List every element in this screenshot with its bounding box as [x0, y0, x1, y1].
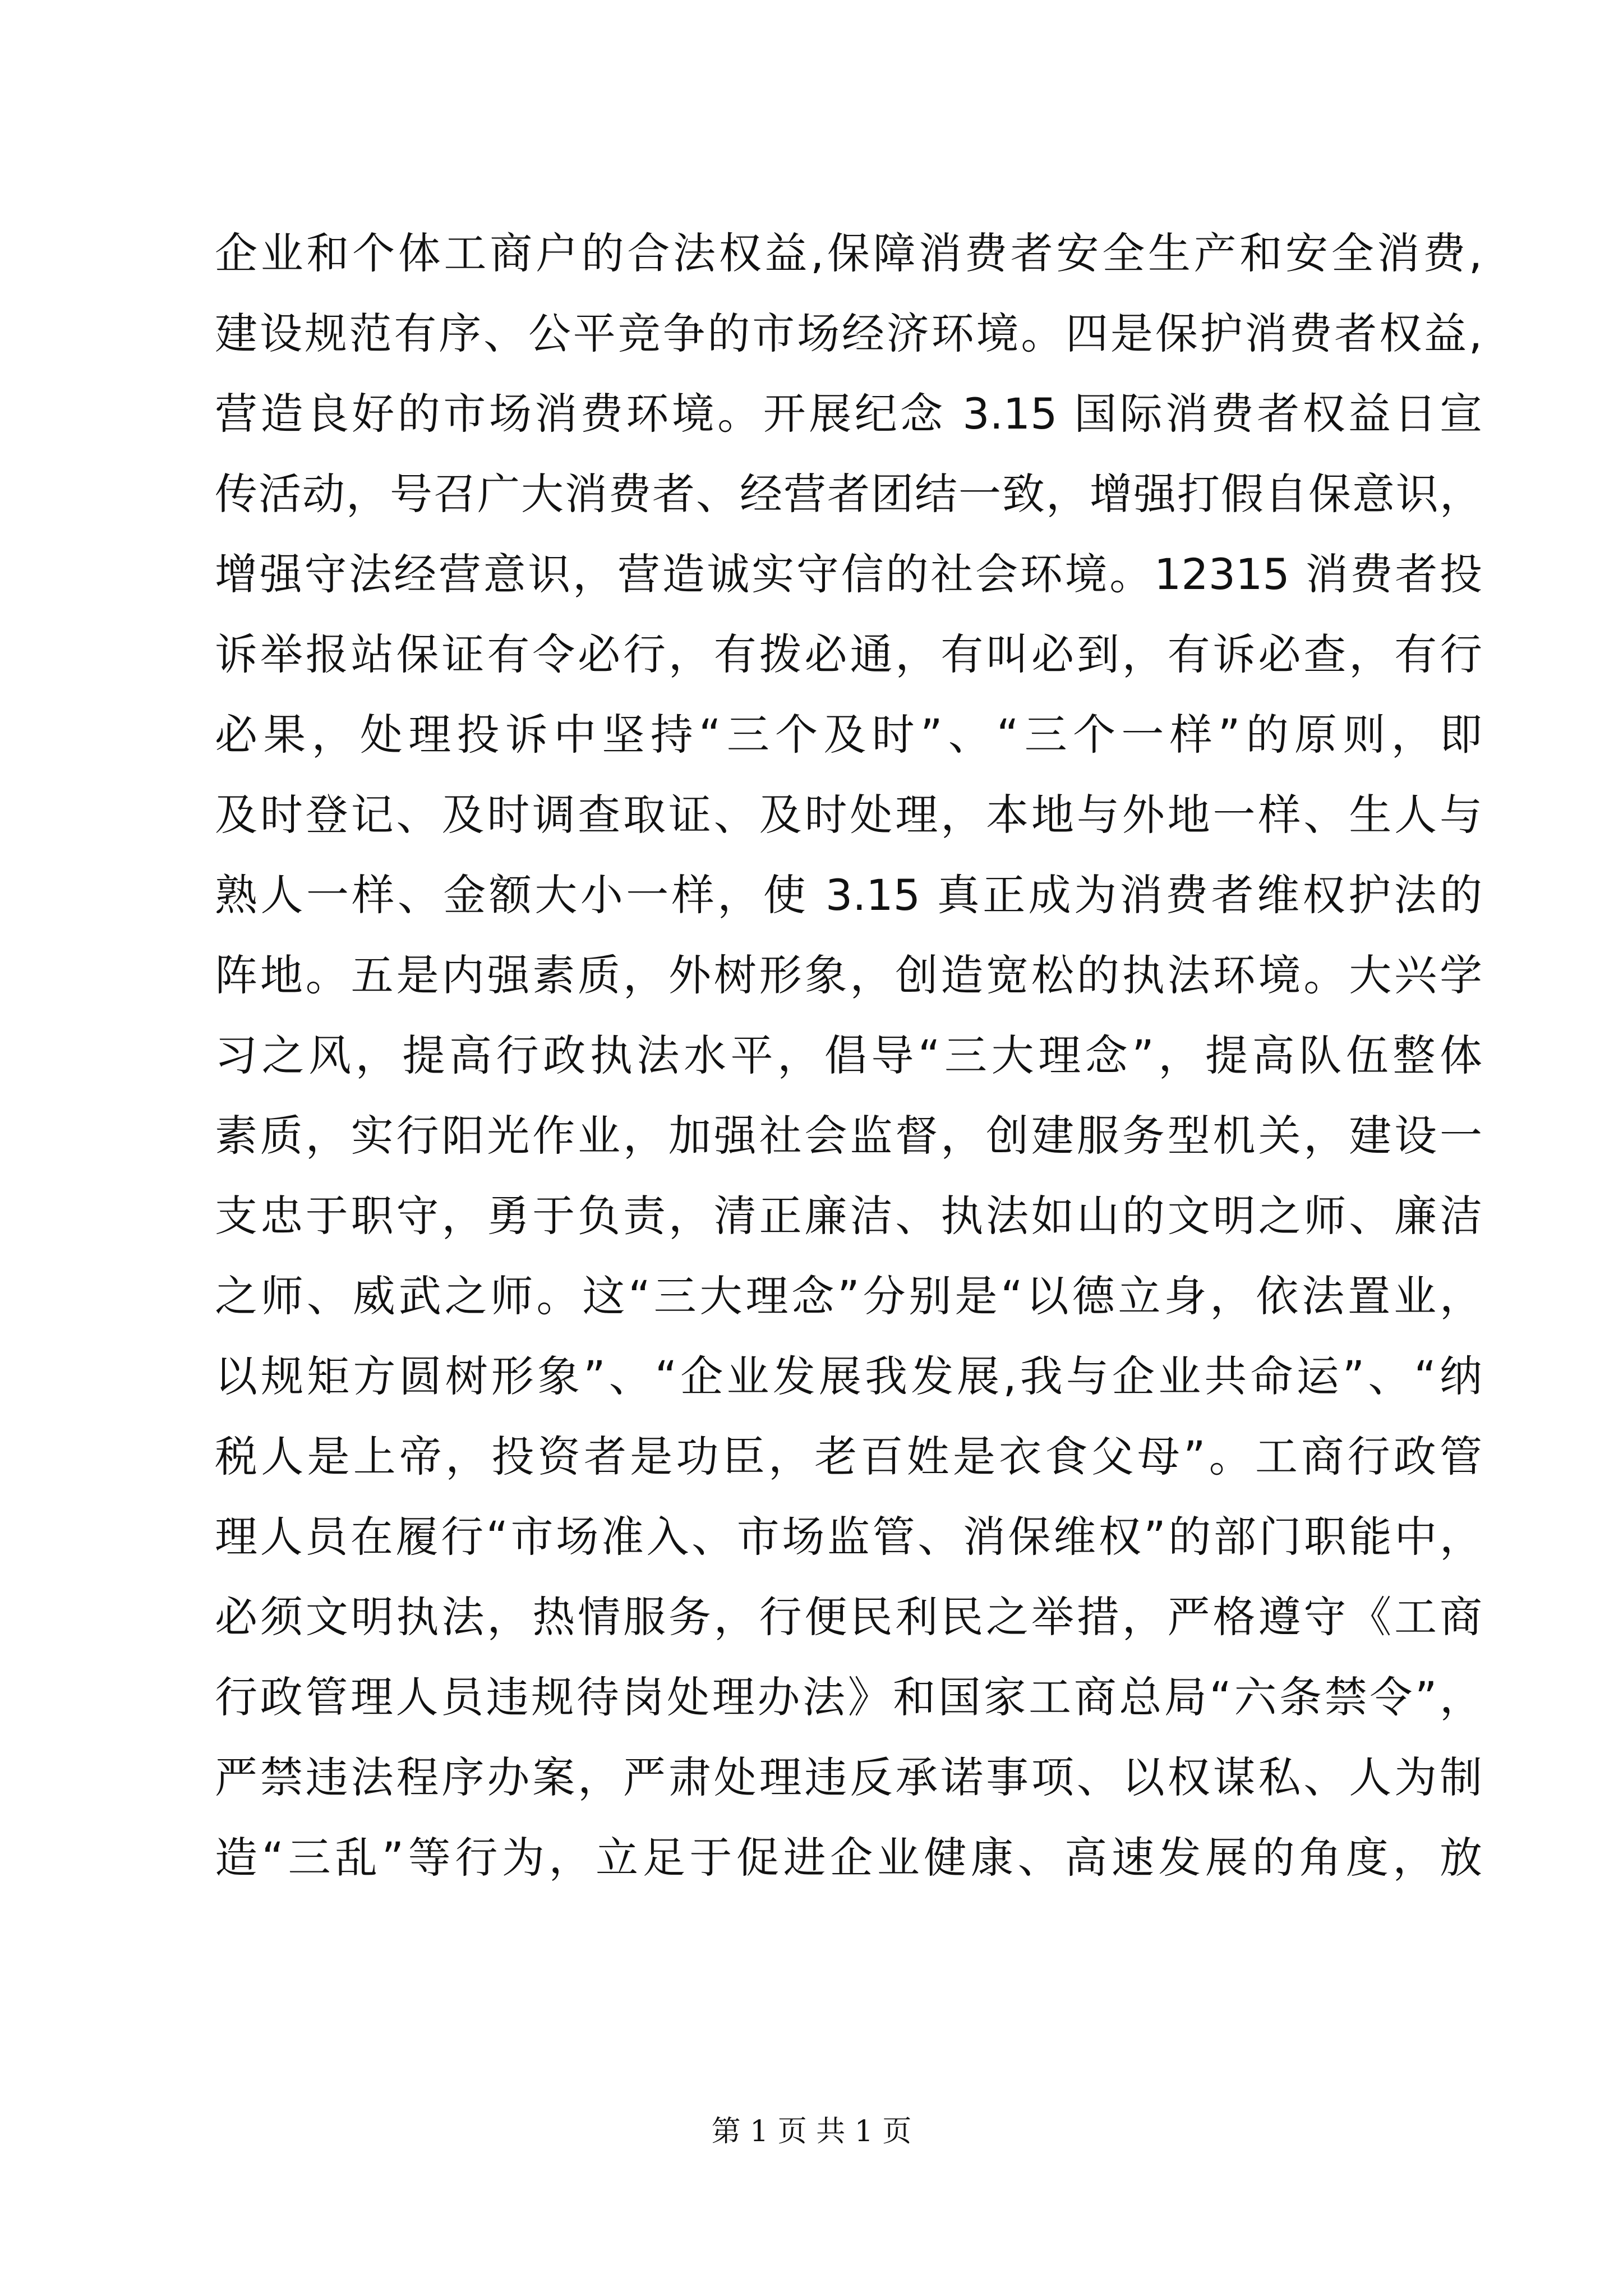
body-text: [215, 213, 1482, 1898]
page-number-label: 第 1 页 共 1 页: [711, 2115, 912, 2148]
text-line: 及时登记、及时调查取证、及时处理，本地与外地一样、生人与: [215, 790, 1482, 840]
text-line: 必果，处理投诉中坚持“三个及时”、“三个一样”的原则，即: [215, 710, 1482, 760]
text-line: 营造良好的市场消费环境。开展纪念 3.15 国际消费者权益日宣: [215, 389, 1482, 439]
text-line: 熟人一样、金额大小一样，使 3.15 真正成为消费者维权护法的: [215, 870, 1482, 920]
text-line: 行政管理人员违规待岗处理办法》和国家工商总局“六条禁令”，: [215, 1672, 1482, 1722]
text-line: 传活动，号召广大消费者、经营者团结一致，增强打假自保意识，: [215, 469, 1482, 519]
text-line: 习之风，提高行政执法水平，倡导“三大理念”，提高队伍整体: [215, 1030, 1482, 1080]
text-line: 造“三乱”等行为，立足于促进企业健康、高速发展的角度，放: [215, 1833, 1482, 1883]
text-line: 理人员在履行“市场准入、市场监管、消保维权”的部门职能中，: [215, 1512, 1482, 1562]
text-line: 支忠于职守，勇于负责，清正廉洁、执法如山的文明之师、廉洁: [215, 1191, 1482, 1241]
text-line: 增强守法经营意识，营造诚实守信的社会环境。12315 消费者投: [215, 549, 1482, 599]
text-line: 企业和个体工商户的合法权益,保障消费者安全生产和安全消费,: [215, 228, 1482, 278]
text-line: 以规矩方圆树形象”、“企业发展我发展,我与企业共命运”、“纳: [215, 1351, 1482, 1401]
text-line: 素质，实行阳光作业，加强社会监督，创建服务型机关，建设一: [215, 1111, 1482, 1161]
text-line: 之师、威武之师。这“三大理念”分别是“以德立身，依法置业，: [215, 1271, 1482, 1321]
text-line: 诉举报站保证有令必行，有拨必通，有叫必到，有诉必查，有行: [215, 629, 1482, 679]
text-line: 严禁违法程序办案，严肃处理违反承诺事项、以权谋私、人为制: [215, 1752, 1482, 1802]
text-line: 阵地。五是内强素质，外树形象，创造宽松的执法环境。大兴学: [215, 950, 1482, 1000]
page-footer: [0, 2112, 1623, 2151]
text-line: 建设规范有序、公平竞争的市场经济环境。四是保护消费者权益,: [215, 309, 1482, 358]
text-line: 税人是上帝，投资者是功臣，老百姓是衣食父母”。工商行政管: [215, 1432, 1482, 1481]
text-line: 必须文明执法，热情服务，行便民利民之举措，严格遵守《工商: [215, 1592, 1482, 1642]
